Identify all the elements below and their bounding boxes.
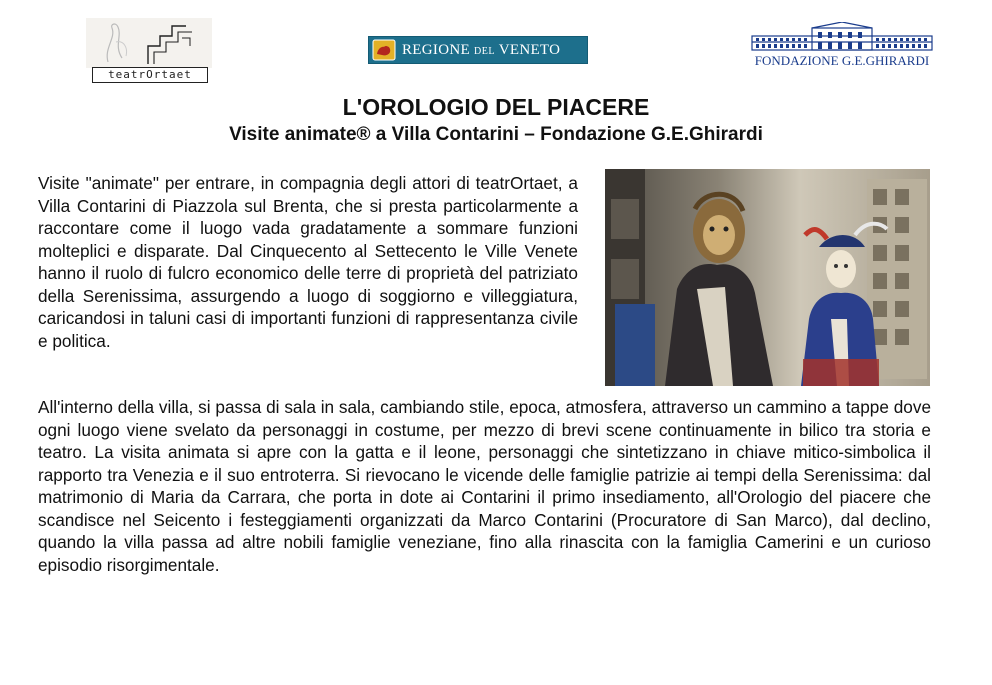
- fondazione-ghirardi-logo: [750, 22, 934, 68]
- veneto-lion-crest-icon: [372, 39, 396, 61]
- teatrortaet-logo-icon: [86, 18, 212, 68]
- page-title: L'OROLOGIO DEL PIACERE: [342, 94, 650, 120]
- teatrortaet-wordmark: teatrOrtaet: [92, 67, 208, 83]
- villa-building-icon: [750, 22, 934, 52]
- regione-veneto-logo: [368, 36, 588, 64]
- fondazione-ghirardi-label: FONDAZIONE G.E.GHIRARDI: [754, 53, 930, 68]
- costumed-actors-photo: [605, 169, 930, 386]
- page-subtitle: Visite animate® a Villa Contarini – Fondazione G.E.Ghirardi: [229, 124, 763, 145]
- main-paragraph: All'interno della villa, si passa di sala in sala, cambiando stile, epoca, atmosfera, attraverso un cammino a tappe dove ogni luogo viene svelato da personaggi in costume, per mezzo di brevi scene continuamente in bilico tra storia e teatro. La visita animata si apre con la gatta e il leone, personaggi che sintetizzano in chiave mitico-simbolica il rapporto tra Venezia e il suo entroterra. Si rievocano le vicende delle famiglie patrizie ai tempi della Serenissima: dal matrimonio di Maria da Carrara, che porta in dote ai Contarini il primo insediamento, all'Orologio del piacere che scandisce nel Seicento i festeggiamenti organizzati da Marco Contarini (Procuratore di San Marco), dal declino, quando la villa passa ad altre nobili famiglie veneziane, fino alla rinascita con la famiglia Camerini e un curioso episodio risorgimentale.: [38, 397, 931, 575]
- costumed-actors-photo-icon: [605, 169, 930, 386]
- intro-paragraph: Visite "animate" per entrare, in compagnia degli attori di teatrOrtaet, a Villa Contarini di Piazzola sul Brenta, che si presta particolarmente a raccontare come il luogo vada gradatamente a sommare funzioni molteplici e disparate. Dal Cinquecento al Settecento le Ville Venete hanno il ruolo di fulcro economico delle terre di proprietà del patriziato della Serenissima, assurgendo a luogo di soggiorno e villeggiatura, caricandosi in taluni casi di importanti funzioni di rappresentanza civile e politica.: [38, 173, 578, 351]
- teatrortaet-logo: [86, 18, 212, 82]
- regione-veneto-text: REGIONE DEL VENETO: [402, 41, 561, 58]
